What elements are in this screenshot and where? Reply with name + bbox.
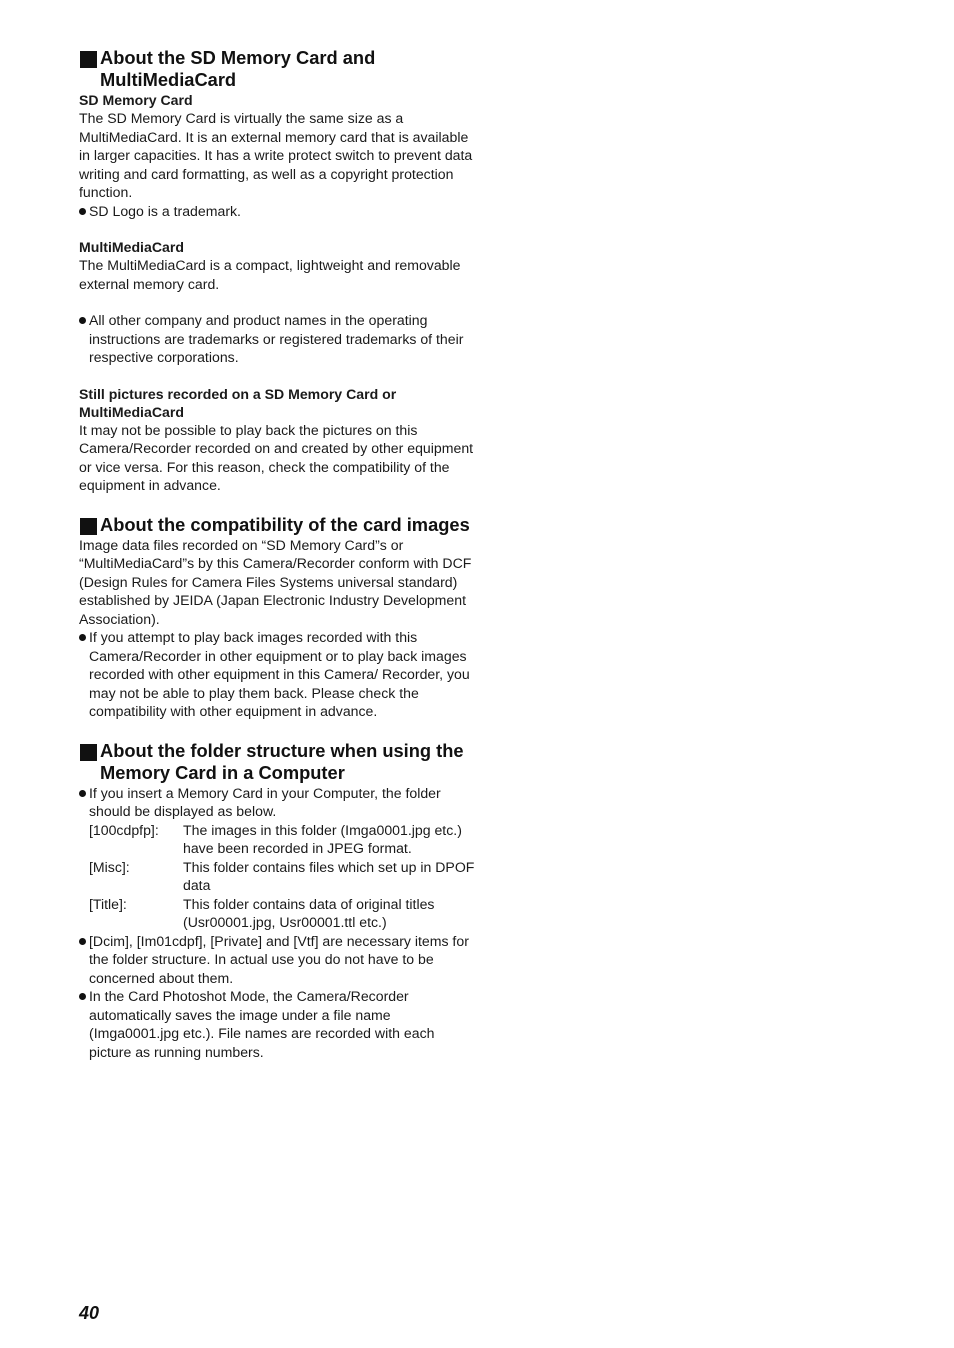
page-content xyxy=(79,47,479,1061)
sd-memory-card-subtitle: SD Memory Card xyxy=(79,92,193,108)
folder-row-100cdpfp xyxy=(79,821,479,858)
section-heading-sd-mmc: About the SD Memory Card and MultiMediaCard xyxy=(79,47,479,91)
heading-square-icon xyxy=(80,744,97,761)
folder-description: This folder contains data of original titles (Usr00001.jpg, Usr00001.ttl etc.) xyxy=(183,895,435,930)
folder-bullet-photoshot-mode: In the Card Photoshot Mode, the Camera/Recorder automatically saves the image under a file name (Imga0001.jpg etc.). File names are recorded with each picture as running numbers. xyxy=(79,987,479,1061)
still-pictures-subtitle: Still pictures recorded on a SD Memory Card or MultiMediaCard xyxy=(79,385,397,420)
sd-logo-bullet: SD Logo is a trademark. xyxy=(79,202,479,221)
page-number: 40 xyxy=(79,1303,100,1323)
mmc-text: The MultiMediaCard is a compact, lightweight and removable external memory card. xyxy=(79,257,461,292)
folder-description: This folder contains files which set up in DPOF data xyxy=(183,858,475,893)
folder-name: [Title]: xyxy=(89,895,127,912)
mmc-subtitle: MultiMediaCard xyxy=(79,239,184,255)
trademark-bullet: All other company and product names in the operating instructions are trademarks or registered trademarks of their respective corporations. xyxy=(79,311,479,367)
still-pictures-text: It may not be possible to play back the pictures on this Camera/Recorder recorded on and created by other equipment or vice versa. For this reason, check the compatibility of the equipment in advance. xyxy=(79,421,474,493)
compatibility-text: Image data files recorded on “SD Memory Card”s or “MultiMediaCard”s by this Camera/Recorder conform with DCF (Design Rules for Camera Files Systems universal standard) established by JEIDA (Japan Electronic Industry Development Association). xyxy=(79,536,472,627)
heading-square-icon xyxy=(80,51,97,68)
folder-row-misc xyxy=(79,858,479,895)
compatibility-bullet: If you attempt to play back images recorded with this Camera/Recorder in other equipment or to play back images recorded with other equipment in this Camera/ Recorder, you may not be able to play them back. Please check the compatibility with other equipment in advance. xyxy=(79,628,479,721)
folder-row-title xyxy=(79,895,479,932)
section-heading-folder-structure: About the folder structure when using the Memory Card in a Computer xyxy=(79,740,479,784)
folder-name: [Misc]: xyxy=(89,858,130,875)
folder-bullet-insert: If you insert a Memory Card in your Computer, the folder should be displayed as below. xyxy=(79,784,479,821)
heading-square-icon xyxy=(80,518,97,535)
folder-bullet-necessary-items: [Dcim], [Im01cdpf], [Private] and [Vtf] are necessary items for the folder structure. In actual use you do not have to be concerned about them. xyxy=(79,932,479,988)
sd-memory-card-text: The SD Memory Card is virtually the same size as a MultiMediaCard. It is an external memory card that is available in larger capacities. It has a write protect switch to prevent data writing and card formatting, as well as a copyright protection function. xyxy=(79,110,473,200)
folder-name: [100cdpfp]: xyxy=(89,821,159,838)
section-heading-compatibility: About the compatibility of the card images xyxy=(79,514,479,536)
folder-description: The images in this folder (Imga0001.jpg etc.) have been recorded in JPEG format. xyxy=(183,821,462,856)
